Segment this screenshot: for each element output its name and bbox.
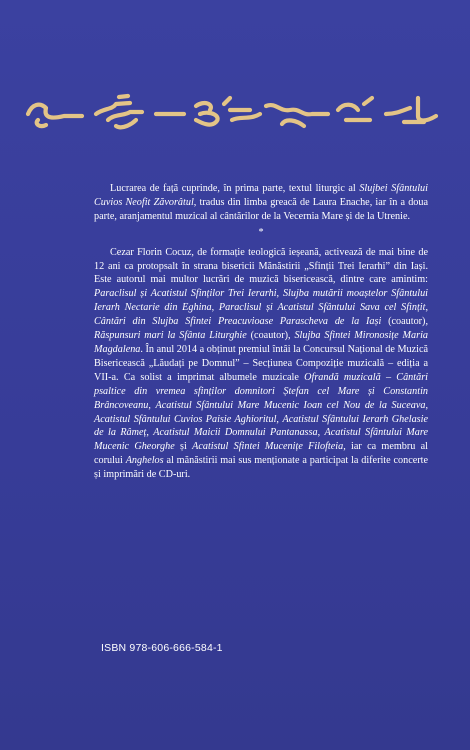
isbn-number: ISBN 978-606-666-584-1 [101,642,223,654]
section-separator: * [258,226,264,238]
body-text: , [276,413,283,425]
body-text: Lucrarea de față cuprinde, în prima parte, textul liturgic al [110,183,360,194]
back-cover-text [94,182,428,482]
body-text: . În anul 2014 a obținut premiul întâi la Concursul Național de Muzică Bisericească „Lăudați pe Domnul” – Secțiunea Compoziție muzicală – ediția a VII-a. Ca solist a imprimat albumele muzicale [94,343,428,383]
italic-title-text: Ofrandă muzicală – Cântări psaltice din vremea sfinților domnitori Ștefan cel Mare și Constantin Brâncoveanu [94,371,428,411]
italic-title-text: Răspunsuri mari la Sfânta Liturghie [94,330,247,342]
italic-title-text: Acatistul Sfântului Mare Mucenic Gheorghe [94,427,428,453]
italic-title-text: Slujba Sfintei Mironosițe Maria Magdalena [94,330,428,355]
book-description-paragraph [94,182,428,224]
body-text: , [317,427,325,439]
italic-title-text: Paraclisul și Acatistul Sfinților Trei Ierarhi [94,288,277,300]
body-text: , tradus din limba greacă de Laura Enache, iar în a doua parte, aranjamentul muzical al cântărilor de la Vecernia Mare și de la Utrenie. [94,196,429,222]
italic-title-text: Acatistul Sfintei Mucenițe Filofteia [192,441,344,453]
body-text: , iar ca membru al corului [94,441,429,467]
italic-title-text: Acatistul Sfântului Cuvios Paisie Aghioritul [94,413,277,425]
italic-title-text: Paraclisul și Acatistul Sfântului Sava cel Sfințit [218,302,426,314]
italic-title-text: Anghelos [125,455,164,467]
italic-title-text: Acatistul Sfântului Ierarh Ghelasie de la Râmeț [94,413,428,439]
body-text: , [425,302,428,314]
italic-title-text: Acatistul Sfântului Mare Mucenic Ioan cel Nou de la Suceava [155,399,426,411]
author-biography-paragraph [94,246,428,482]
body-text: și [174,441,193,453]
italic-title-text: Acatistul Maicii Domnului Pantanassa [153,427,318,439]
body-text: (coautor), [246,330,295,342]
italic-title-text: Slujbei Sfântului Cuvios Neofit Zăvorâtul [94,183,428,208]
italic-title-text: Slujba mutării moaștelor Sfântului Ierarh Nectarie din Eghina [94,288,429,314]
body-text: , [425,399,429,411]
body-text: , [211,302,219,314]
body-text: al mănăstirii mai sus menționate a participat la diferite concerte și imprimări de CD-uri. [94,455,428,481]
body-text: , [276,288,283,300]
byzantine-neume-ornament-icon [24,90,444,134]
body-text: (coautor), [381,316,428,328]
italic-title-text: Cântări din Slujba Sfintei Preacuvioase Parascheva de la Iași [94,316,382,328]
body-text: , [148,399,156,411]
body-text: Cezar Florin Cocuz, de formație teologică ieșeană, activează de mai bine de 12 ani ca protopsalt în strana bisericii Mănăstirii „Sfinții Trei Ierarhi” din Iași. Este autorul mai multor lucrări de muzică bisericească, dintre care amintim: [94,246,428,286]
body-text: , [146,427,154,439]
